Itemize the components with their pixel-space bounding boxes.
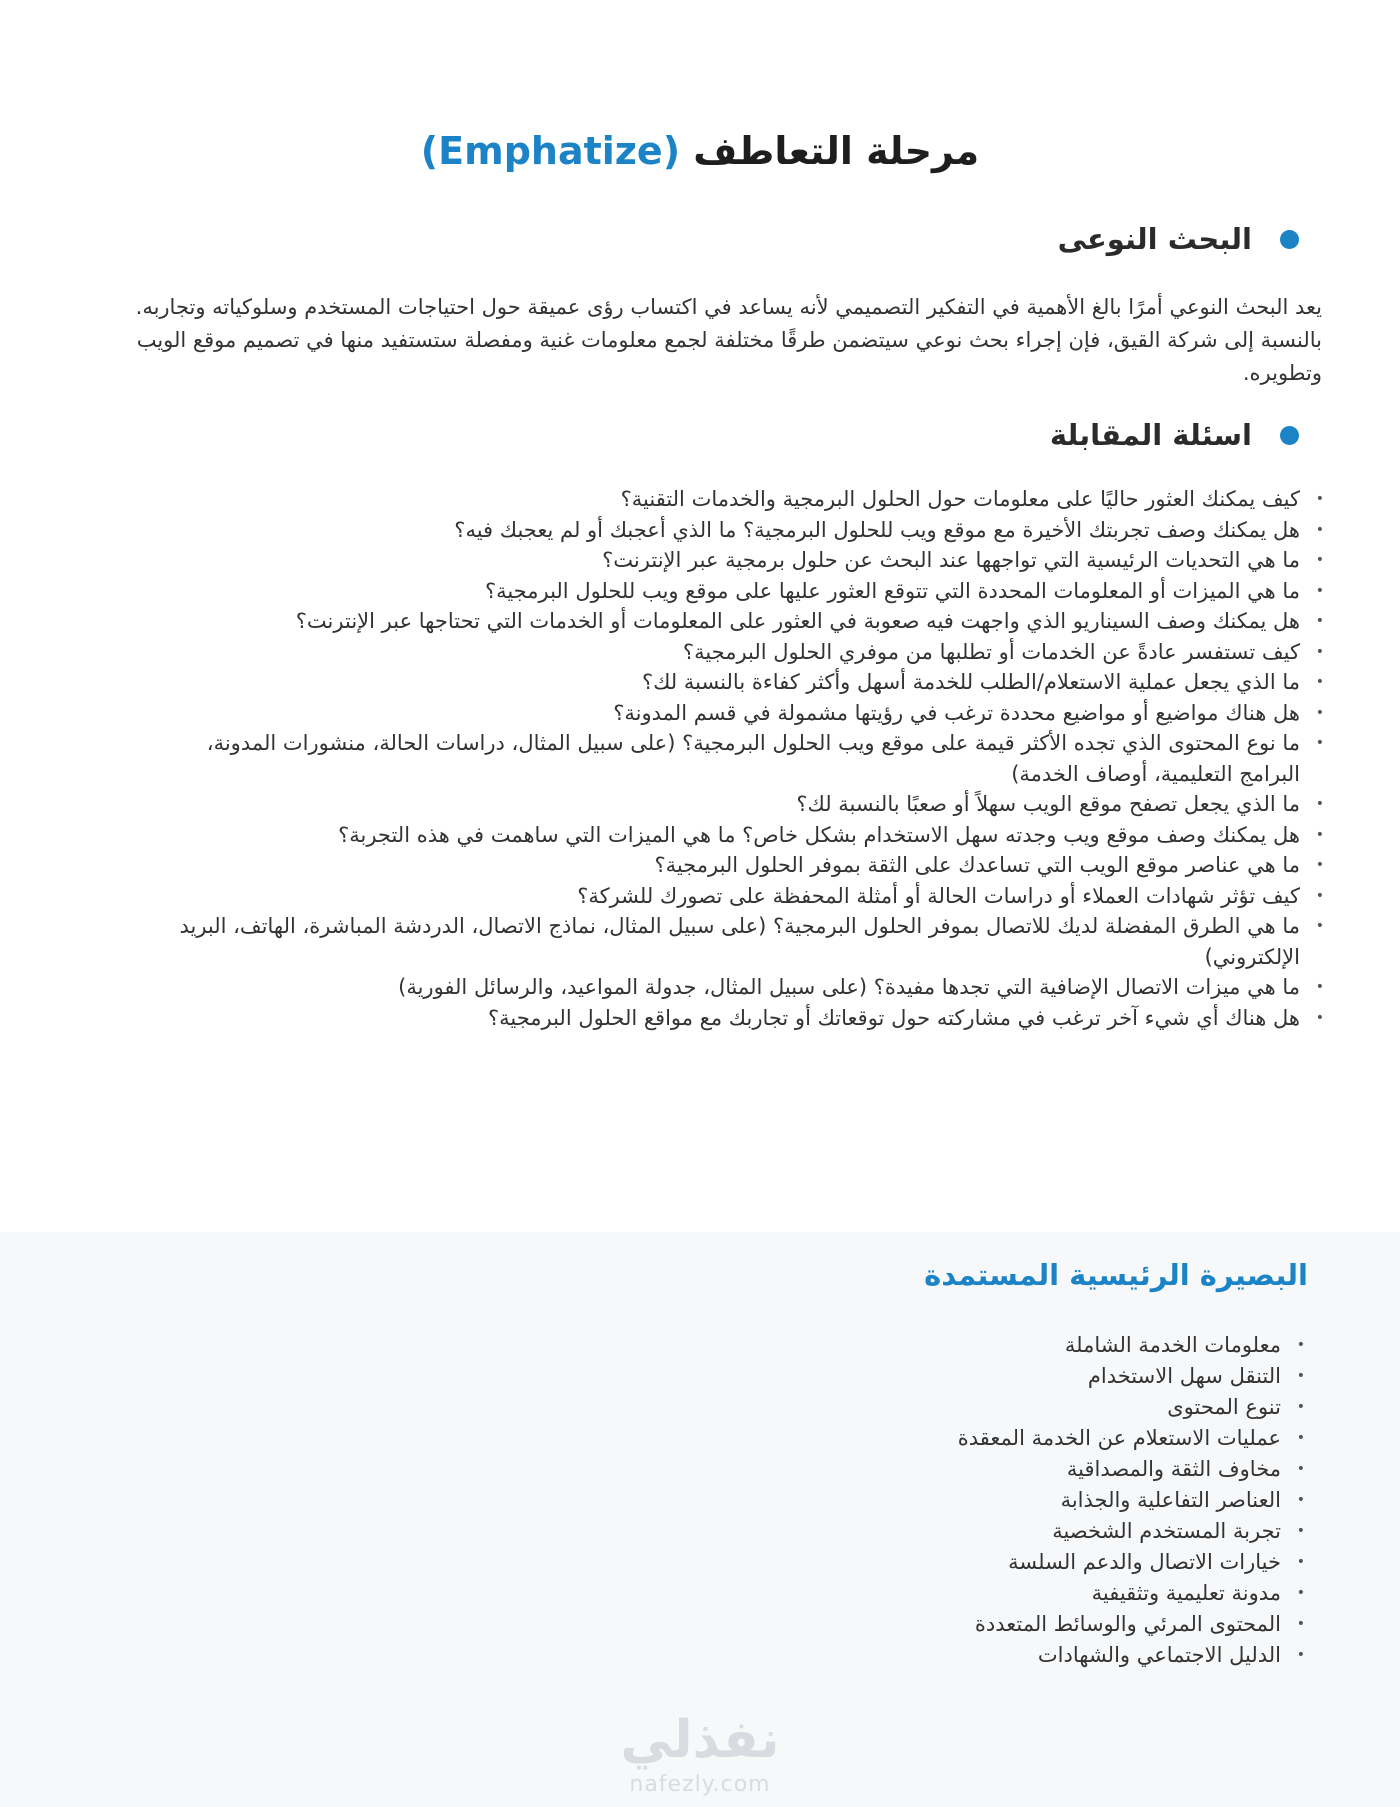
- watermark-logo-text: نفذلي: [620, 1710, 780, 1770]
- question-item: • هل هناك أي شيء آخر ترغب في مشاركته حول توقعاتك أو تجاربك مع مواقع الحلول البرمجية؟: [160, 1003, 1300, 1034]
- bullet-dot-icon: [1280, 426, 1299, 445]
- insight-item: • العناصر التفاعلية والجذابة: [581, 1485, 1281, 1516]
- question-item: • هل يمكنك وصف السيناريو الذي واجهت فيه صعوبة في العثور على المعلومات أو الخدمات التي تحتاجها عبر الإنترنت؟: [160, 606, 1300, 637]
- insight-item: • المحتوى المرئي والوسائط المتعددة: [581, 1609, 1281, 1640]
- insight-item: • عمليات الاستعلام عن الخدمة المعقدة: [581, 1423, 1281, 1454]
- question-item: • كيف تؤثر شهادات العملاء أو دراسات الحالة أو أمثلة المحفظة على تصورك للشركة؟: [160, 881, 1300, 912]
- interview-questions-list: [160, 484, 1326, 1033]
- bullet-dot-icon: [1280, 230, 1299, 249]
- question-item: • ما هي التحديات الرئيسية التي تواجهها عند البحث عن حلول برمجية عبر الإنترنت؟: [160, 545, 1300, 576]
- insight-item: • معلومات الخدمة الشاملة: [581, 1330, 1281, 1361]
- question-item: • ما هي عناصر موقع الويب التي تساعدك على الثقة بموفر الحلول البرمجية؟: [160, 850, 1300, 881]
- question-item: • ما هي ميزات الاتصال الإضافية التي تجدها مفيدة؟ (على سبيل المثال، جدولة المواعيد، والرسائل الفورية): [160, 972, 1300, 1003]
- insight-item: • مخاوف الثقة والمصداقية: [581, 1454, 1281, 1485]
- question-item: • ما هي الطرق المفضلة لديك للاتصال بموفر الحلول البرمجية؟ (على سبيل المثال، نماذج الاتصال، الدردشة المباشرة، الهاتف، البريد الإلكتروني): [160, 911, 1300, 972]
- page-title-english: (Emphatize): [420, 129, 681, 173]
- qualitative-research-paragraph: يعد البحث النوعي أمرًا بالغ الأهمية في التفكير التصميمي لأنه يساعد في اكتساب رؤى عميقة حول احتياجات المستخدم وسلوكياته وتجاربه. بالنسبة إلى شركة القيق، فإن إجراء بحث نوعي سيتضمن طرقًا مختلفة لجمع معلومات غنية ومفصلة ستستفيد منها في تصميم موقع الويب وتطويره.: [135, 295, 1322, 385]
- question-item: • هل هناك مواضيع أو مواضيع محددة ترغب في رؤيتها مشمولة في قسم المدونة؟: [160, 698, 1300, 729]
- interview-questions-heading-text: اسئلة المقابلة: [1049, 418, 1252, 452]
- nafezly-watermark: [0, 1708, 1400, 1798]
- watermark-domain: nafezly.com: [629, 1772, 771, 1797]
- insights-list: [581, 1330, 1307, 1671]
- question-item: • كيف تستفسر عادةً عن الخدمات أو تطلبها من موفري الحلول البرمجية؟: [160, 637, 1300, 668]
- page-title: [0, 118, 1400, 184]
- insight-item: • مدونة تعليمية وتثقيفية: [581, 1578, 1281, 1609]
- question-item: • ما نوع المحتوى الذي تجده الأكثر قيمة على موقع ويب الحلول البرمجية؟ (على سبيل المثال، دراسات الحالة، منشورات المدونة، البرامج التعليمية، أوصاف الخدمة): [160, 728, 1300, 789]
- qualitative-research-heading-text: البحث النوعى: [1057, 222, 1252, 256]
- insights-heading: البصيرة الرئيسية المستمدة: [924, 1258, 1308, 1292]
- insight-item: • التنقل سهل الاستخدام: [581, 1361, 1281, 1392]
- question-item: • ما هي الميزات أو المعلومات المحددة التي تتوقع العثور عليها على موقع ويب للحلول البرمجية؟: [160, 576, 1300, 607]
- interview-questions-heading: [1050, 418, 1299, 452]
- insight-item: • تجربة المستخدم الشخصية: [581, 1516, 1281, 1547]
- insight-item: • تنوع المحتوى: [581, 1392, 1281, 1423]
- question-item: • كيف يمكنك العثور حاليًا على معلومات حول الحلول البرمجية والخدمات التقنية؟: [160, 484, 1300, 515]
- question-item: • ما الذي يجعل عملية الاستعلام/الطلب للخدمة أسهل وأكثر كفاءة بالنسبة لك؟: [160, 667, 1300, 698]
- page-title-arabic: مرحلة التعاطف: [693, 129, 980, 173]
- question-item: • ما الذي يجعل تصفح موقع الويب سهلاً أو صعبًا بالنسبة لك؟: [160, 789, 1300, 820]
- question-item: • هل يمكنك وصف تجربتك الأخيرة مع موقع ويب للحلول البرمجية؟ ما الذي أعجبك أو لم يعجبك فيه؟: [160, 515, 1300, 546]
- insight-item: • خيارات الاتصال والدعم السلسة: [581, 1547, 1281, 1578]
- qualitative-research-heading: [1058, 222, 1299, 256]
- question-item: • هل يمكنك وصف موقع ويب وجدته سهل الاستخدام بشكل خاص؟ ما هي الميزات التي ساهمت في هذه التجربة؟: [160, 820, 1300, 851]
- insight-item: • الدليل الاجتماعي والشهادات: [581, 1640, 1281, 1671]
